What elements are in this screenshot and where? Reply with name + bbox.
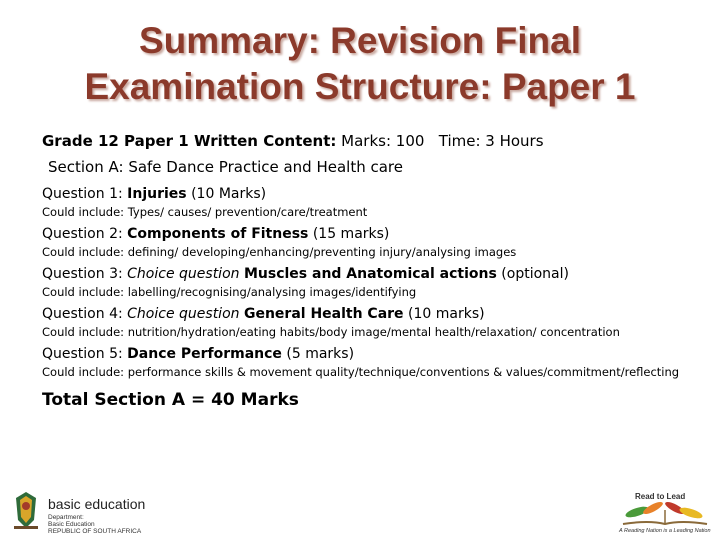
grade-label: Grade 12 Paper 1 Written Content: — [42, 132, 337, 150]
question-3 — [42, 264, 702, 284]
coat-of-arms-icon — [10, 490, 42, 532]
department-sub2: Basic Education — [48, 521, 95, 528]
slide-title — [0, 18, 720, 110]
slide-title-line2: Examination Structure: Paper 1 — [84, 66, 636, 107]
department-sub1: Department: — [48, 514, 84, 521]
question-4-details: Could include: nutrition/hydration/eating habits/body image/mental health/relaxation/ concentration — [42, 325, 620, 339]
read-to-lead-logo — [575, 488, 715, 538]
question-5 — [42, 344, 702, 364]
question-label: Question 4: — [42, 306, 123, 322]
question-4 — [42, 304, 702, 324]
question-2 — [42, 224, 702, 244]
question-marks: (15 marks) — [312, 226, 390, 242]
department-sub3: REPUBLIC OF SOUTH AFRICA — [48, 528, 142, 535]
question-topic: Dance Performance — [127, 346, 282, 362]
question-5-details: Could include: performance skills & movement quality/technique/conventions & values/commitment/reflecting — [42, 365, 680, 379]
question-marks: (10 Marks) — [191, 186, 267, 202]
section-heading: Section A: Safe Dance Practice and Health care — [48, 158, 403, 176]
book-leaves-icon — [619, 500, 711, 528]
question-marks: (5 marks) — [286, 346, 355, 362]
read-to-lead-slogan: A Reading Nation is a Leading Nation — [619, 528, 711, 534]
question-1-details: Could include: Types/ causes/ prevention/care/treatment — [42, 205, 368, 219]
question-label: Question 3: — [42, 266, 123, 282]
section-total: Total Section A = 40 Marks — [42, 390, 299, 410]
question-marks: (10 marks) — [408, 306, 485, 322]
question-marks: (optional) — [501, 266, 569, 282]
question-topic: Components of Fitness — [127, 226, 309, 242]
read-to-lead-title: Read to Lead — [635, 492, 686, 501]
grade-line — [42, 128, 702, 154]
question-label: Question 1: — [42, 186, 123, 202]
question-2-details: Could include: defining/ developing/enhancing/preventing injury/analysing images — [42, 245, 517, 259]
department-logo — [8, 488, 208, 536]
question-3-details: Could include: labelling/recognising/analysing images/identifying — [42, 285, 417, 299]
question-topic: Muscles and Anatomical actions — [243, 266, 497, 282]
question-label: Question 2: — [42, 226, 123, 242]
question-1 — [42, 184, 702, 204]
question-label: Question 5: — [42, 346, 123, 362]
choice-question: Choice question — [127, 306, 240, 322]
time-total: Time: 3 Hours — [438, 132, 544, 150]
department-name: basic education — [48, 496, 146, 512]
slide-title-line1: Summary: Revision Final — [138, 20, 582, 61]
slide-content — [42, 128, 702, 412]
marks-total: Marks: 100 — [341, 132, 425, 150]
question-topic: General Health Care — [243, 306, 404, 322]
question-topic: Injuries — [127, 186, 187, 202]
choice-question: Choice question — [127, 266, 240, 282]
